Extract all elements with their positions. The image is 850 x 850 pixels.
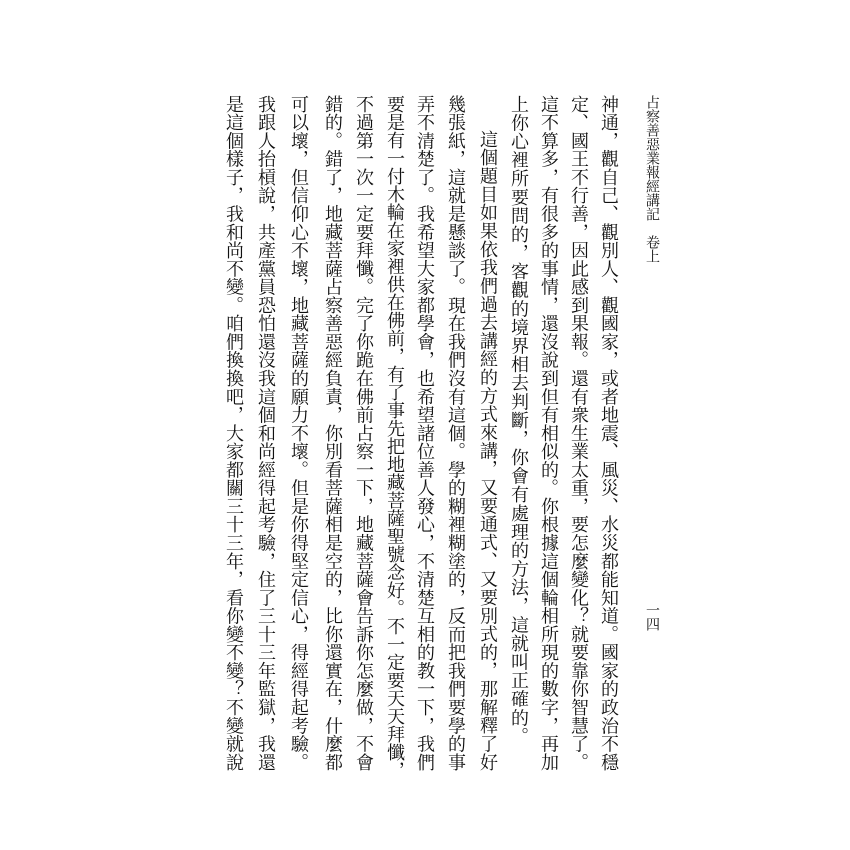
text-column-8: 要是有一付木輪在家裡供在佛前，有了事先把地藏菩薩聖號念好。不一定要天天拜懺， (384, 95, 405, 779)
text-column-1: 神通，觀自己、觀別人、觀國家，或者地震、風災、水災都能知道。國家的政治不穩 (598, 95, 619, 771)
page-number: 一四 (644, 603, 660, 631)
running-header-title: 占察善惡業報經講記 卷上 (644, 95, 660, 263)
text-column-4: 上你心裡所要問的，客觀的境界相去判斷，你會有處理的方法，這就叫正確的。 (508, 95, 529, 745)
text-column-5: 這個題目如果依我們過去講經的方式來講，又要通式、又要別式的，那解釋了好 (477, 130, 498, 771)
text-column-7: 弄不清楚了。我希望大家都學會，也希望諸位善人發心，不清楚互相的教一下，我們 (414, 95, 435, 771)
text-column-9: 不過第一次一定要拜懺。完了你跪在佛前占察一下，地藏菩薩會告訴你怎麼做，不會 (353, 95, 374, 771)
text-column-12: 我跟人抬槓說，共產黨員恐怕還沒我這個和尚經得起考驗，住了三十三年監獄，我還 (255, 95, 276, 771)
text-column-13: 是這個樣子，我和尚不變。咱們換換吧，大家都關三十三年，看你變不變？不變就說 (223, 95, 244, 771)
text-column-2: 定、國王不行善，因此感到果報。還有衆生業太重，要怎麼變化？就要靠你智慧了。 (568, 95, 589, 771)
text-column-10: 錯的。錯了，地藏菩薩占察善惡經負責，你別看菩薩相是空的，比你還實在，什麼都 (322, 95, 343, 771)
text-column-3: 這不算多，有很多的事情，還沒說到但有相似的。你根據這個輪相所現的數字，再加 (538, 95, 559, 771)
text-column-11: 可以壞，但信仰心不壞，地藏菩薩的願力不壞。但是你得堅定信心，得經得起考驗。 (288, 95, 309, 771)
text-column-6: 幾張紙，這就是懸談了。現在我們沒有這個。學的糊裡糊塗的，反而把我們要學的事 (445, 95, 466, 771)
